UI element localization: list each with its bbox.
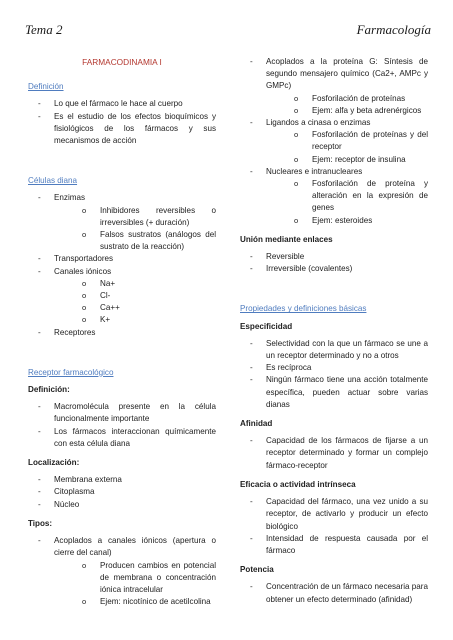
sublist-item: o Fosforilación de proteínas [266, 93, 428, 105]
list-item: - Intensidad de respuesta causada por el fármaco [240, 533, 428, 557]
tipos-list-continued [240, 56, 428, 227]
list-item: - Es recíproca [240, 362, 428, 374]
list-item: - Ligandos a cinasa o enzimas o Fosforilación de proteínas y del receptor o Ejem: receptor de insulina [240, 117, 428, 166]
sublist-item: o Ejem: receptor de insulina [266, 154, 428, 166]
list-item: - Acoplados a la proteína G: Síntesis de segundo mensajero químico (Ca2+, AMPc y GMPc) o Fosforilación de proteínas o Ejem: alfa y beta adrenérgicos [240, 56, 428, 117]
list-item: - Acoplados a canales iónicos (apertura o cierre del canal) o Producen cambios en potencial de membrana o concentración iónica intracelular o Ejem: nicotínico de acetilcolina [28, 535, 216, 608]
subheading-especificidad: Especificidad [240, 321, 293, 331]
list-item: - Lo que el fármaco le hace al cuerpo [28, 98, 216, 110]
eficacia-list [240, 496, 428, 557]
sublist-item: o K+ [54, 314, 216, 326]
subheading-afinidad: Afinidad [240, 419, 273, 429]
subheading-potencia: Potencia [240, 565, 274, 575]
sublist-item: o Inhibidores reversibles o irreversibles (+ duración) [54, 205, 216, 229]
list-item: - Enzimas o Inhibidores reversibles o irreversibles (+ duración) o Falsos sustratos (análogos del sustrato de la reacción) [28, 192, 216, 253]
list-item: - Nucleares e intranucleares o Fosforilación de proteína y alteración en la expresión de genes o Ejem: esteroides [240, 166, 428, 227]
list-item: - Irreversible (covalentes) [240, 263, 428, 275]
enzimas-sublist [54, 205, 216, 254]
sublist-item: o Producen cambios en potencial de membrana o concentración iónica intracelular [54, 560, 216, 597]
list-item: - Membrana externa [28, 474, 216, 486]
localizacion-list [28, 474, 216, 511]
sublist-item: o Na+ [54, 278, 216, 290]
potencia-list [240, 581, 428, 605]
list-item: - Los fármacos interaccionan químicamente con esta célula diana [28, 426, 216, 450]
sublist-item: o Ejem: esteroides [266, 215, 428, 227]
list-item: - Concentración de un fármaco necesaria para obtener un efecto determinado (afinidad) [240, 581, 428, 605]
union-list [240, 251, 428, 275]
afinidad-list [240, 435, 428, 472]
tipo4-sublist [266, 178, 428, 227]
list-item: - Macromolécula presente en la célula funcionalmente importante [28, 401, 216, 425]
especificidad-list [240, 338, 428, 411]
subheading-tipos: Tipos: [28, 518, 53, 528]
subheading-union: Unión mediante enlaces [240, 234, 333, 244]
section-title-definicion: Definición [28, 82, 64, 92]
list-item: - Canales iónicos o Na+ o Cl- o Ca++ o K+ [28, 266, 216, 327]
sublist-item: o Cl- [54, 290, 216, 302]
list-item: - Capacidad del fármaco, una vez unido a su receptor, de activarlo y producir un efecto biológico [240, 496, 428, 533]
section-title-receptor: Receptor farmacológico [28, 367, 114, 377]
celulas-list [28, 192, 216, 338]
left-column [28, 56, 216, 608]
sublist-item: o Falsos sustratos (análogos del sustrato de la reacción) [54, 229, 216, 253]
subheading-eficacia: Eficacia o actividad intrínseca [240, 479, 356, 489]
section-title-celulas-diana: Células diana [28, 176, 78, 186]
sublist-item: o Fosforilación de proteína y alteración en la expresión de genes [266, 178, 428, 215]
definicion-list [28, 98, 216, 147]
header-subject: Farmacología [356, 22, 431, 37]
tipo3-sublist [266, 129, 428, 166]
receptor-def-list [28, 401, 216, 450]
sublist-item: o Ejem: alfa y beta adrenérgicos [266, 105, 428, 117]
list-item: - Citoplasma [28, 486, 216, 498]
subheading-localizacion: Localización: [28, 458, 80, 468]
canales-sublist [54, 278, 216, 327]
right-column [240, 56, 428, 606]
tipo1-sublist [54, 560, 216, 609]
header-topic: Tema 2 [25, 22, 63, 37]
sublist-item: o Ca++ [54, 302, 216, 314]
list-item: - Ningún fármaco tiene una acción totalmente específica, pueden actuar sobre varias dianas [240, 374, 428, 411]
document-title: FARMACODINAMIA I [82, 57, 162, 67]
list-item: - Transportadores [28, 253, 216, 265]
list-item: - Es el estudio de los efectos bioquímicos y fisiológicos de los fármacos y sus mecanismos de acción [28, 111, 216, 148]
list-item: - Receptores [28, 327, 216, 339]
section-title-propiedades: Propiedades y definiciones básicas [240, 304, 367, 314]
list-item: - Capacidad de los fármacos de fijarse a un receptor determinado y formar un complejo fármaco-receptor [240, 435, 428, 472]
tipo2-sublist [266, 93, 428, 117]
sublist-item: o Fosforilación de proteínas y del receptor [266, 129, 428, 153]
list-item: - Núcleo [28, 499, 216, 511]
list-item: - Reversible [240, 251, 428, 263]
tipos-list [28, 535, 216, 608]
list-item: - Selectividad con la que un fármaco se une a un receptor determinado y no a otros [240, 338, 428, 362]
subheading-definicion: Definición: [28, 385, 70, 395]
sublist-item: o Ejem: nicotínico de acetilcolina [54, 596, 216, 608]
